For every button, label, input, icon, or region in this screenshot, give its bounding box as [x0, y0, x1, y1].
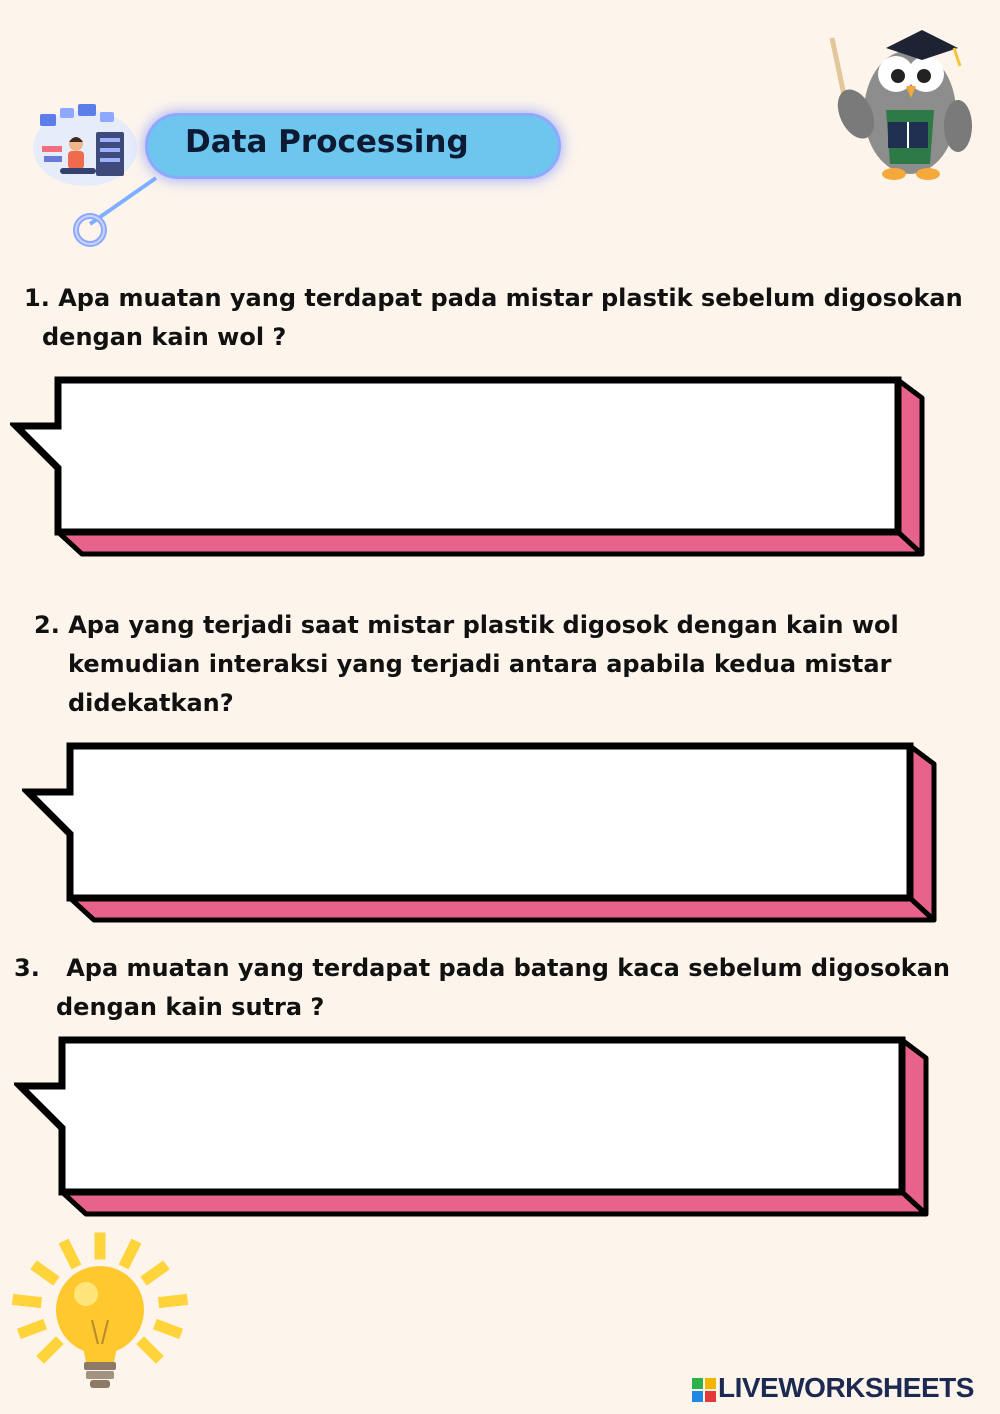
lightbulb-icon [8, 1232, 192, 1396]
question-2-line-3: didekatkan? [68, 689, 234, 717]
question-text: Apa muatan yang terdapat pada mistar plastik sebelum digosokan [58, 284, 963, 312]
owl-teacher-illustration [826, 14, 972, 186]
liveworksheets-logo-icon [692, 1378, 716, 1402]
question-3-line-2: dengan kain sutra ? [56, 993, 325, 1021]
question-2-line-2: kemudian interaksi yang terjadi antara apabila kedua mistar [68, 650, 892, 678]
question-number: 2. [34, 611, 60, 639]
question-number: 1. [24, 284, 50, 312]
footer-brand: LIVEWORKSHEETS [718, 1372, 974, 1403]
question-1 [24, 279, 963, 318]
question-text: Apa yang terjadi saat mistar plastik digosok dengan kain wol [68, 611, 899, 639]
question-number: 3. [14, 954, 40, 982]
answer-input-3[interactable] [70, 1050, 890, 1180]
answer-input-2[interactable] [78, 756, 898, 886]
page-title: Data Processing [185, 124, 469, 160]
answer-input-1[interactable] [66, 390, 886, 520]
question-2 [34, 606, 899, 645]
question-text: Apa muatan yang terdapat pada batang kaca sebelum digosokan [66, 954, 951, 982]
connector-decoration [60, 170, 170, 260]
question-3 [14, 949, 950, 988]
question-1-line-2: dengan kain wol ? [42, 323, 287, 351]
